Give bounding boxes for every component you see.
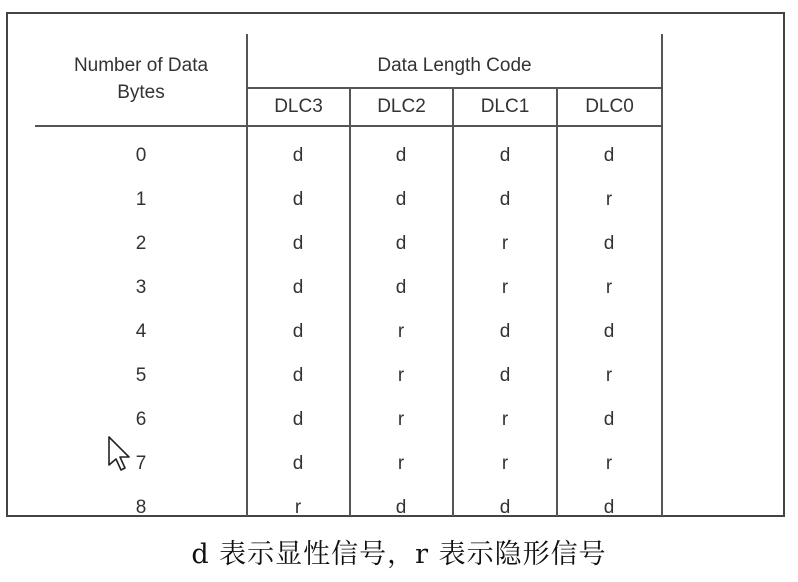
cell-dlc2: d: [395, 233, 407, 254]
cell-number-of-bytes: 4: [135, 321, 147, 342]
cell-dlc0: r: [605, 453, 613, 474]
sub-header-dlc1: DLC1: [480, 96, 530, 117]
cell-dlc3: d: [292, 277, 304, 298]
cell-number-of-bytes: 5: [135, 365, 147, 386]
header-number-of-data-bytes: [35, 52, 247, 106]
cell-dlc1: d: [499, 189, 511, 210]
cell-number-of-bytes: 6: [135, 409, 147, 430]
cell-number-of-bytes: 0: [135, 145, 147, 166]
column-rule: [246, 34, 248, 516]
sub-header-dlc3: DLC3: [274, 96, 323, 117]
header-data-length-code: Data Length Code: [377, 55, 532, 76]
caption: d 表示显性信号，r 表示隐形信号: [191, 539, 607, 570]
cell-dlc3: d: [292, 145, 304, 166]
cell-dlc0: r: [605, 277, 613, 298]
cell-dlc2: d: [395, 277, 407, 298]
cell-dlc1: d: [499, 145, 511, 166]
cell-dlc3: r: [294, 497, 302, 518]
sub-header-dlc2: DLC2: [377, 96, 426, 117]
cell-dlc0: d: [603, 409, 615, 430]
cell-dlc0: d: [603, 233, 615, 254]
cell-dlc2: d: [395, 145, 407, 166]
cell-number-of-bytes: 2: [135, 233, 147, 254]
cell-dlc3: d: [292, 233, 304, 254]
cell-dlc2: r: [397, 409, 405, 430]
cell-dlc3: d: [292, 453, 304, 474]
cell-dlc3: d: [292, 189, 304, 210]
cell-dlc0: d: [603, 497, 615, 518]
cell-dlc1: r: [501, 453, 509, 474]
cell-dlc3: d: [292, 365, 304, 386]
cell-dlc2: d: [395, 189, 407, 210]
cell-dlc1: d: [499, 321, 511, 342]
cell-number-of-bytes: 8: [135, 497, 147, 518]
cell-dlc1: d: [499, 365, 511, 386]
cell-dlc1: r: [501, 233, 509, 254]
cell-number-of-bytes: 3: [135, 277, 147, 298]
cell-dlc1: r: [501, 277, 509, 298]
cell-dlc2: r: [397, 365, 405, 386]
cell-dlc2: d: [395, 497, 407, 518]
cell-dlc0: d: [603, 145, 615, 166]
cell-dlc0: d: [603, 321, 615, 342]
cell-dlc2: r: [397, 321, 405, 342]
cell-dlc2: r: [397, 453, 405, 474]
cell-dlc1: d: [499, 497, 511, 518]
header-bottom-rule: [35, 125, 662, 127]
column-rule: [661, 34, 663, 516]
header-rule: [247, 87, 662, 89]
cell-dlc3: d: [292, 321, 304, 342]
cell-dlc0: r: [605, 365, 613, 386]
cell-dlc1: r: [501, 409, 509, 430]
cell-number-of-bytes: 7: [135, 453, 147, 474]
sub-header-dlc0: DLC0: [585, 96, 634, 117]
cell-dlc0: r: [605, 189, 613, 210]
header-bytes-label: Number of Data Bytes: [73, 55, 209, 103]
mouse-pointer-icon: [107, 435, 131, 471]
cell-number-of-bytes: 1: [135, 189, 147, 210]
cell-dlc3: d: [292, 409, 304, 430]
